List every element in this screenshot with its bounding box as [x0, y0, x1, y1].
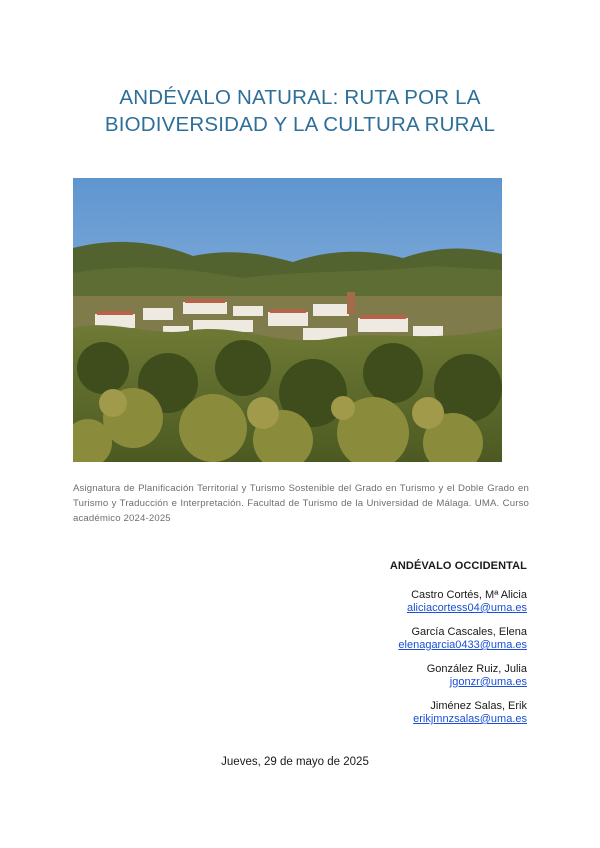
- author-entry: [227, 626, 527, 652]
- document-date: Jueves, 29 de mayo de 2025: [221, 756, 369, 768]
- authors-block: [227, 560, 527, 737]
- author-entry: [227, 589, 527, 615]
- group-title: ANDÉVALO OCCIDENTAL: [389, 560, 527, 572]
- author-email-link[interactable]: elenagarcia0433@uma.es: [398, 639, 527, 651]
- author-name: García Cascales, Elena: [411, 626, 527, 638]
- author-entry: [227, 700, 527, 726]
- title-line-2: BIODIVERSIDAD Y LA CULTURA RURAL: [104, 113, 496, 136]
- author-entry: [227, 663, 527, 689]
- author-name: González Ruiz, Julia: [426, 663, 527, 675]
- course-caption: Asignatura de Planificación Territorial y Turismo Sostenible del Grado en Turismo y el Doble Grado en Turismo y Traducción e Interpretación. Facultad de Turismo de la Universidad de Málaga. UMA. Curso académico 2024-2025: [73, 483, 529, 524]
- author-email-link[interactable]: jgonzr@uma.es: [449, 676, 527, 688]
- author-name: Jiménez Salas, Erik: [430, 700, 527, 712]
- village-landscape-photo: [73, 178, 502, 462]
- document-title: [60, 84, 540, 138]
- author-email-link[interactable]: aliciacortess04@uma.es: [407, 602, 527, 614]
- title-line-1: ANDÉVALO NATURAL: RUTA POR LA: [119, 86, 481, 109]
- author-email-link[interactable]: erikjmnzsalas@uma.es: [413, 713, 527, 725]
- author-name: Castro Cortés, Mª Alicia: [411, 589, 527, 601]
